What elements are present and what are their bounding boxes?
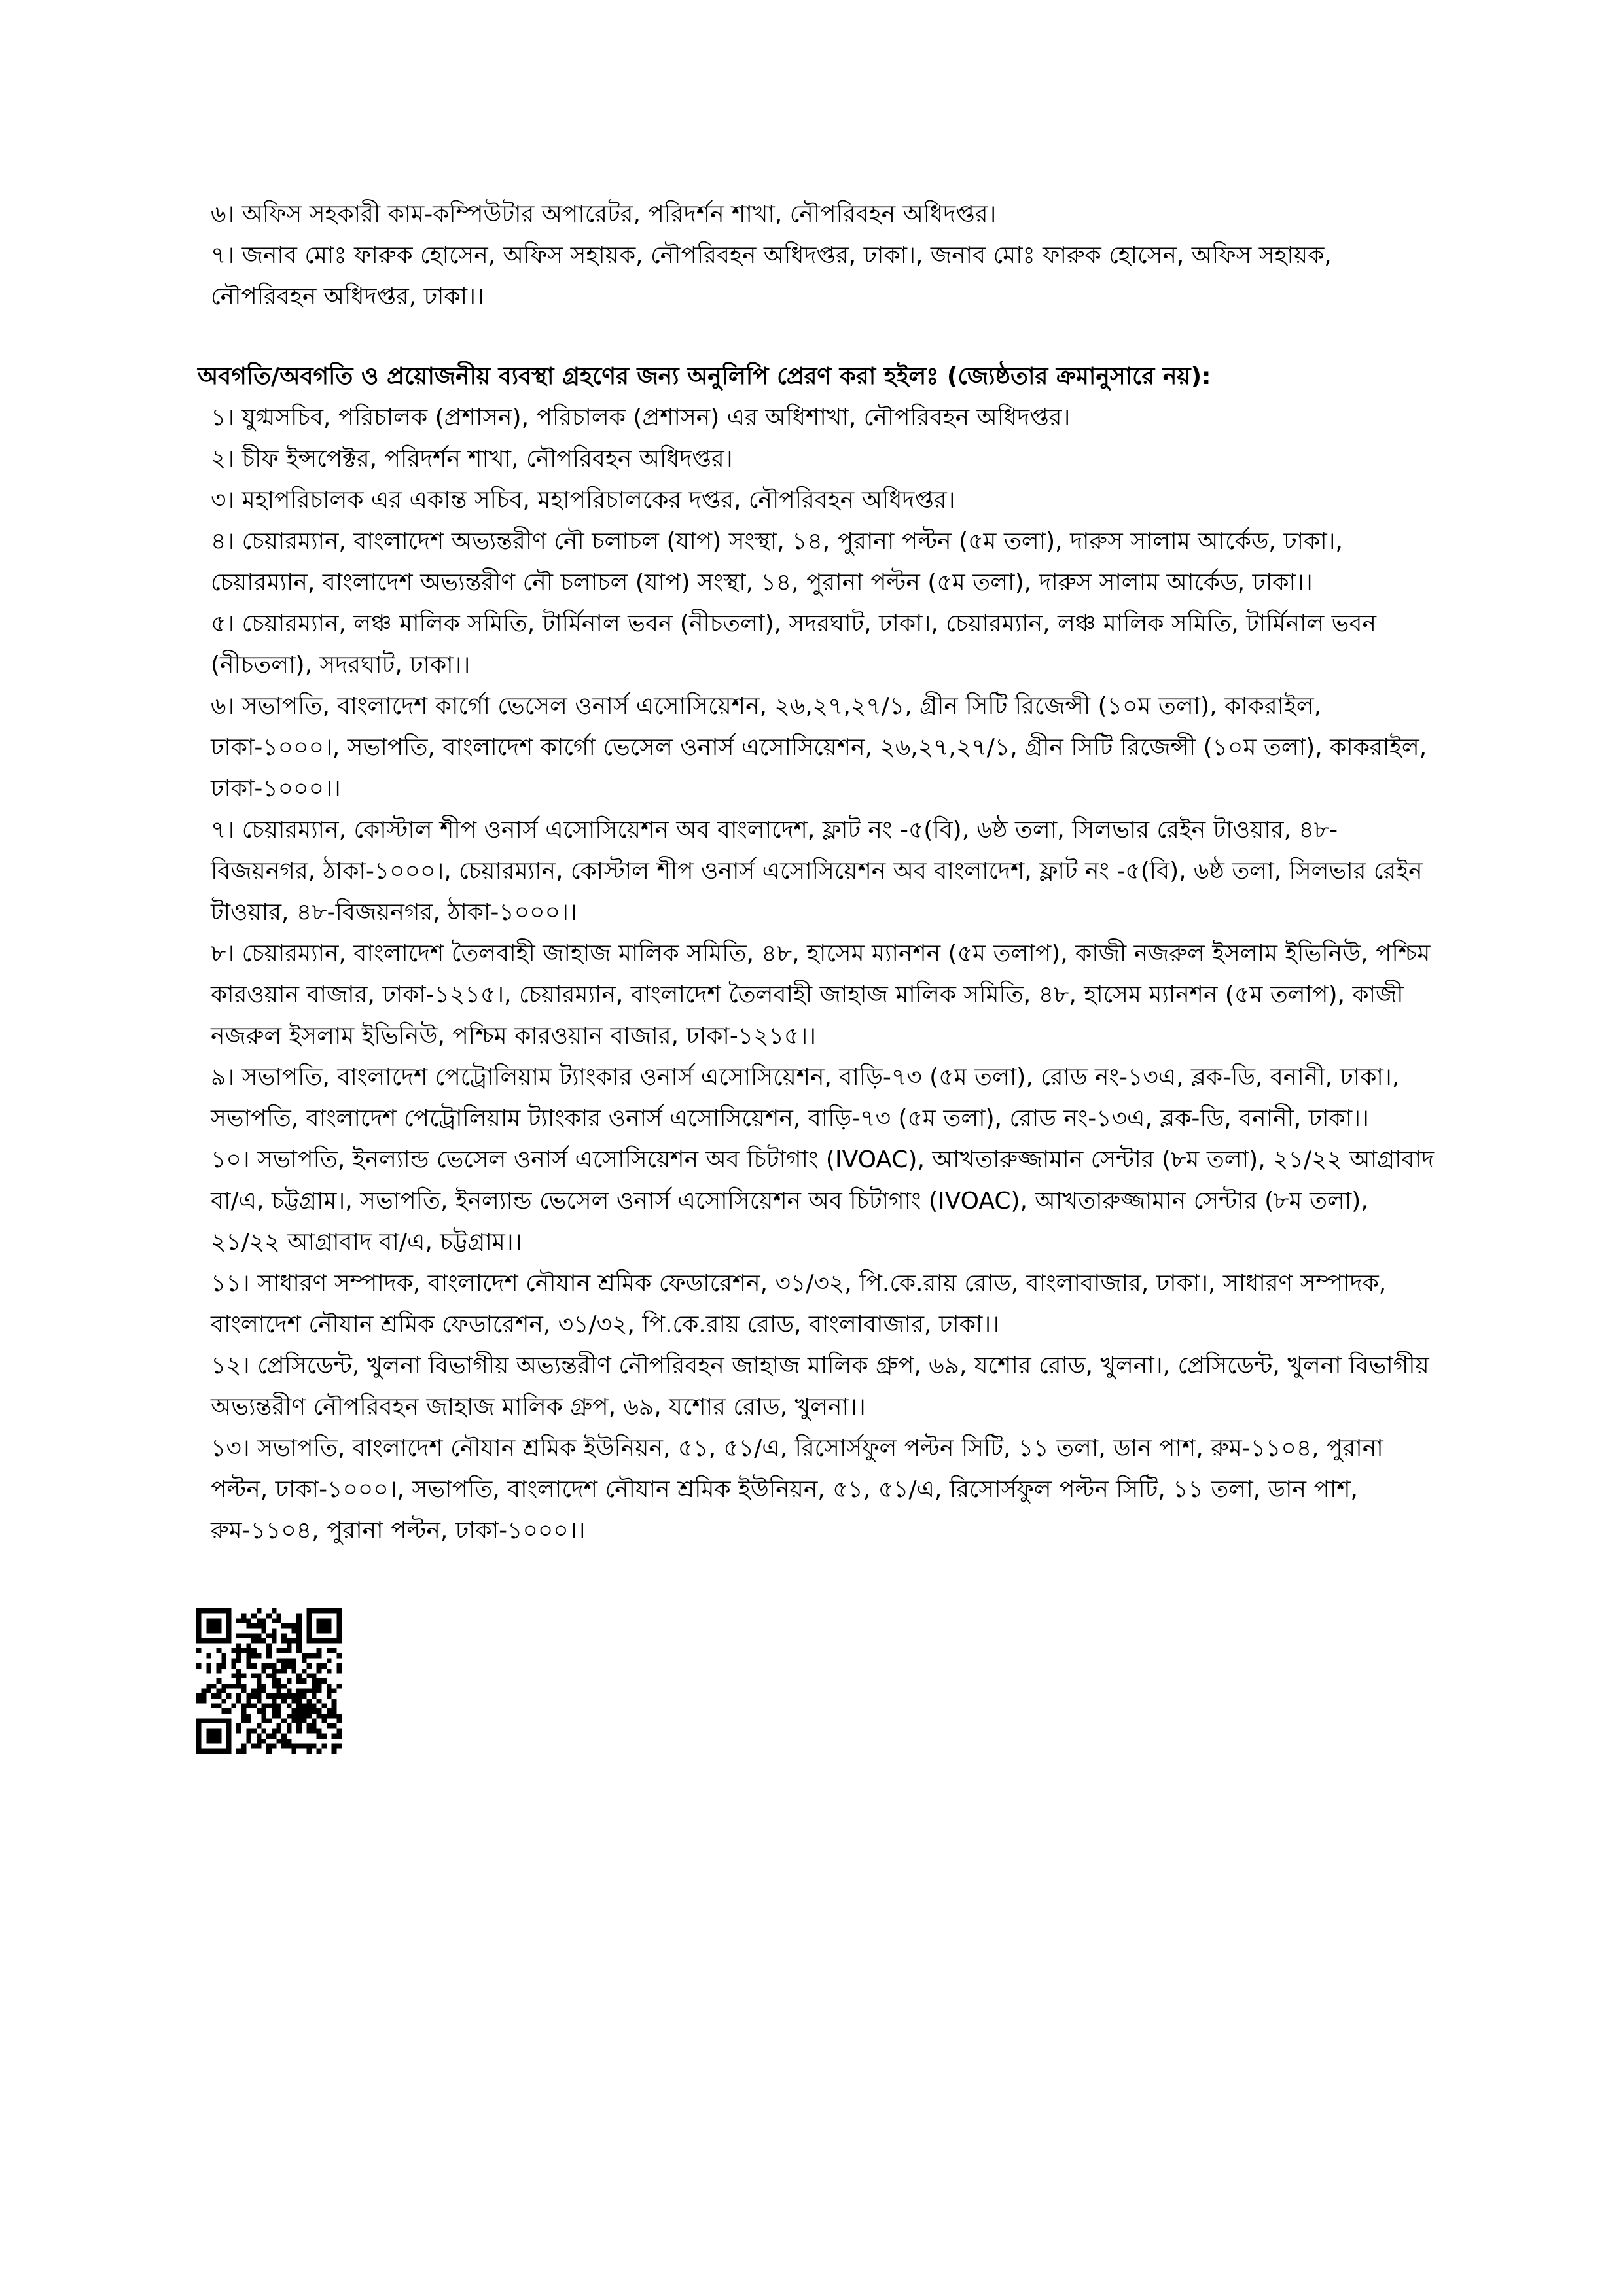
list-item: ২। চীফ ইন্সপেক্টর, পরিদর্শন শাখা, নৌপরিবহন অধিদপ্তর। (211, 446, 733, 472)
qr-code-icon (196, 1608, 342, 1754)
distribution-list-continued (211, 194, 1441, 317)
list-item: ১৩। সভাপতি, বাংলাদেশ নৌযান শ্রমিক ইউনিয়ন, ৫১, ৫১/এ, রিসোর্সফুল পল্টন সিটি, ১১ তলা, ডান পাশ, রুম-১১০৪, পুরানা পল্টন, ঢাকা-১০০০।, সভাপতি, বাংলাদেশ নৌযান শ্রমিক ইউনিয়ন, ৫১, ৫১/এ, রিসোর্সফুল পল্টন সিটি, ১১ তলা, ডান পাশ, রুম-১১০৪, পুরানা পল্টন, ঢাকা-১০০০।। (211, 1435, 1383, 1544)
list-item: ৩। মহাপরিচালক এর একান্ত সচিব, মহাপরিচালকের দপ্তর, নৌপরিবহন অধিদপ্তর। (211, 487, 955, 514)
list-item: ৭। চেয়ারম্যান, কোস্টাল শীপ ওনার্স এসোসিয়েশন অব বাংলাদেশ, ফ্লাট নং -৫(বি), ৬ষ্ঠ তলা, সিলভার রেইন টাওয়ার, ৪৮-বিজয়নগর, ঠাকা-১০০০।, চেয়ারম্যান, কোস্টাল শীপ ওনার্স এসোসিয়েশন অব বাংলাদেশ, ফ্লাট নং -৫(বি), ৬ষ্ঠ তলা, সিলভার রেইন টাওয়ার, ৪৮-বিজয়নগর, ঠাকা-১০০০।। (211, 817, 1423, 926)
list-item: ১। যুগ্মসচিব, পরিচালক (প্রশাসন), পরিচালক (প্রশাসন) এর অধিশাখা, নৌপরিবহন অধিদপ্তর। (211, 404, 1071, 431)
list-item: ১০। সভাপতি, ইনল্যান্ড ভেসেল ওনার্স এসোসিয়েশন অব চিটাগাং (IVOAC), আখতারুজ্জামান সেন্টার (৮ম তলা), ২১/২২ আগ্রাবাদ বা/এ, চট্টগ্রাম।, সভাপতি, ইনল্যান্ড ভেসেল ওনার্স এসোসিয়েশন অব চিটাগাং (IVOAC), আখতারুজ্জামান সেন্টার (৮ম তলা), ২১/২২ আগ্রাবাদ বা/এ, চট্টগ্রাম।। (211, 1146, 1435, 1256)
copy-distribution-section (198, 356, 1441, 1551)
list-item: ১১। সাধারণ সম্পাদক, বাংলাদেশ নৌযান শ্রমিক ফেডারেশন, ৩১/৩২, পি.কে.রায় রোড, বাংলাবাজার, ঢাকা।, সাধারণ সম্পাদক, বাংলাদেশ নৌযান শ্রমিক ফেডারেশন, ৩১/৩২, পি.কে.রায় রোড, বাংলাবাজার, ঢাকা।। (211, 1270, 1387, 1338)
list-item: ৪। চেয়ারম্যান, বাংলাদেশ অভ্যন্তরীণ নৌ চলাচল (যাপ) সংস্থা, ১৪, পুরানা পল্টন (৫ম তলা), দারুস সালাম আর্কেড, ঢাকা।, চেয়ারম্যান, বাংলাদেশ অভ্যন্তরীণ নৌ চলাচল (যাপ) সংস্থা, ১৪, পুরানা পল্টন (৫ম তলা), দারুস সালাম আর্কেড, ঢাকা।। (211, 528, 1343, 596)
list-item: ৮। চেয়ারম্যান, বাংলাদেশ তৈলবাহী জাহাজ মালিক সমিতি, ৪৮, হাসেম ম্যানশন (৫ম তলাপ), কাজী নজরুল ইসলাম ইভিনিউ, পশ্চিম কারওয়ান বাজার, ঢাকা-১২১৫।, চেয়ারম্যান, বাংলাদেশ তৈলবাহী জাহাজ মালিক সমিতি, ৪৮, হাসেম ম্যানশন (৫ম তলাপ), কাজী নজরুল ইসলাম ইভিনিউ, পশ্চিম কারওয়ান বাজার, ঢাকা-১২১৫।। (211, 940, 1431, 1050)
list-item: ৬। সভাপতি, বাংলাদেশ কার্গো ভেসেল ওনার্স এসোসিয়েশন, ২৬,২৭,২৭/১, গ্রীন সিটি রিজেন্সী (১০ম তলা), কাকরাইল, ঢাকা-১০০০।, সভাপতি, বাংলাদেশ কার্গো ভেসেল ওনার্স এসোসিয়েশন, ২৬,২৭,২৭/১, গ্রীন সিটি রিজেন্সী (১০ম তলা), কাকরাইল, ঢাকা-১০০০।। (211, 693, 1427, 802)
list-item: ৯। সভাপতি, বাংলাদেশ পেট্রোলিয়াম ট্যাংকার ওনার্স এসোসিয়েশন, বাড়ি-৭৩ (৫ম তলা), রোড নং-১৩এ, ব্লক-ডি, বনানী, ঢাকা।, সভাপতি, বাংলাদেশ পেট্রোলিয়াম ট্যাংকার ওনার্স এসোসিয়েশন, বাড়ি-৭৩ (৫ম তলা), রোড নং-১৩এ, ব্লক-ডি, বনানী, ঢাকা।। (211, 1064, 1400, 1132)
list-item: ৭। জনাব মোঃ ফারুক হোসেন, অফিস সহায়ক, নৌপরিবহন অধিদপ্তর, ঢাকা।, জনাব মোঃ ফারুক হোসেন, অফিস সহায়ক, নৌপরিবহন অধিদপ্তর, ঢাকা।। (211, 242, 1332, 310)
list-item: ৬। অফিস সহকারী কাম-কম্পিউটার অপারেটর, পরিদর্শন শাখা, নৌপরিবহন অধিদপ্তর। (211, 201, 997, 228)
list-item: ১২। প্রেসিডেন্ট, খুলনা বিভাগীয় অভ্যন্তরীণ নৌপরিবহন জাহাজ মালিক গ্রুপ, ৬৯, যশোর রোড, খুলনা।, প্রেসিডেন্ট, খুলনা বিভাগীয় অভ্যন্তরীণ নৌপরিবহন জাহাজ মালিক গ্রুপ, ৬৯, যশোর রোড, খুলনা।। (211, 1352, 1429, 1421)
list-item: ৫। চেয়ারম্যান, লঞ্চ মালিক সমিতি, টার্মিনাল ভবন (নীচতলা), সদরঘাট, ঢাকা।, চেয়ারম্যান, লঞ্চ মালিক সমিতি, টার্মিনাল ভবন (নীচতলা), সদরঘাট, ঢাকা।। (211, 610, 1377, 679)
copy-heading: অবগতি/অবগতি ও প্রয়োজনীয় ব্যবস্থা গ্রহণের জন্য অনুলিপি প্রেরণ করা হইলঃ (জ্যেষ্ঠতার ক্রমানুসারে নয়): (198, 363, 1211, 390)
